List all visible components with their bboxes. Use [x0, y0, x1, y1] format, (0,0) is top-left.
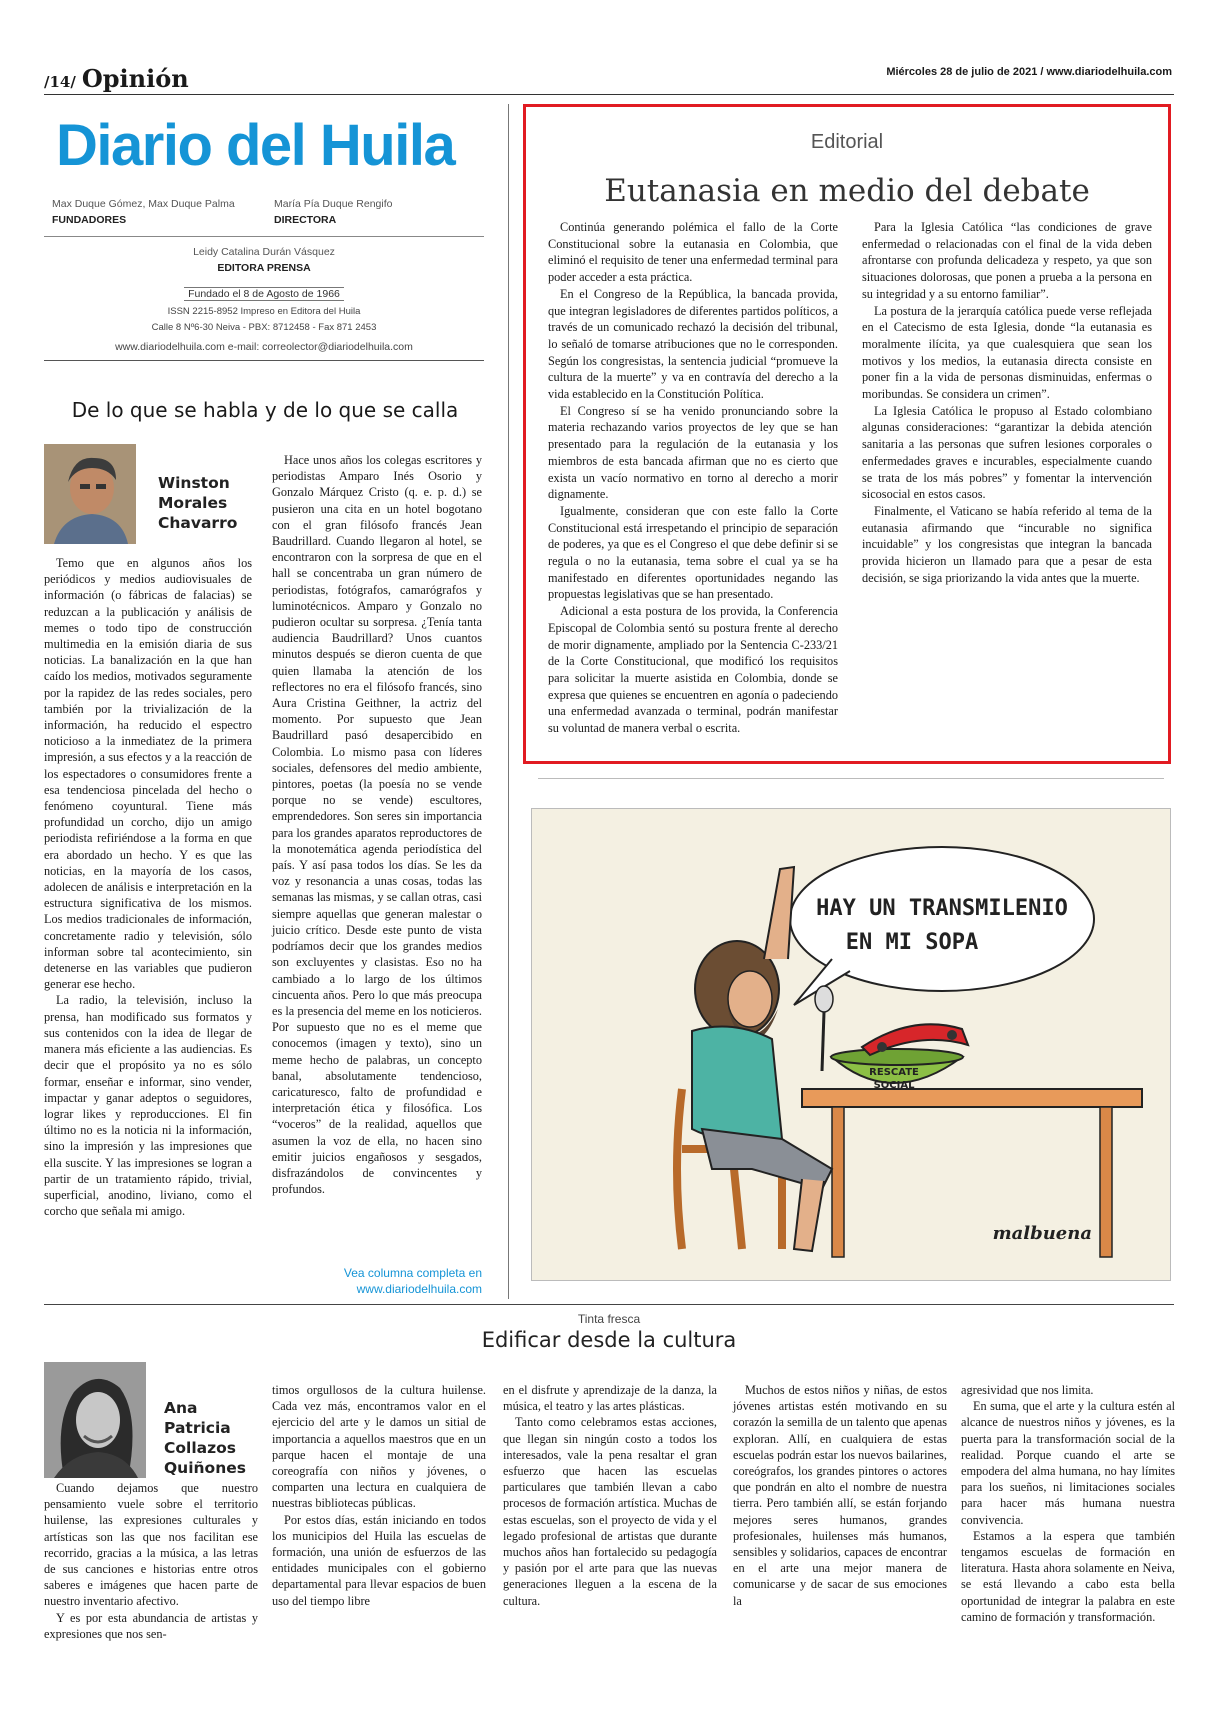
editorial-box — [523, 104, 1171, 764]
editorial-cartoon — [531, 808, 1171, 1281]
author-name — [158, 473, 237, 533]
masthead-rule-2 — [44, 360, 484, 361]
editor-credit — [44, 246, 484, 274]
man-leg — [794, 1179, 824, 1251]
table-top — [802, 1089, 1142, 1107]
author-last-name-1: Morales — [158, 494, 228, 512]
author-name-part: Ana — [164, 1399, 198, 1417]
paragraph: La radio, la televisión, incluso la prensa, han modificado sus formatos y sus contenidos con la idea de llegar de manera más eficiente a las audiencias. Es decir que el propósito ya no es sólo formar, enseñar e informar, sino vender, impactar y ganar adeptos o seguidores, lograr likes y reproducciones. El fin último no es la noticia ni la información, sino la impresión y las impresiones que ella suscite. Y las impresiones se logran a partir de un tratamiento rápido, trivial, superficial, anodino, liviano, como el corcho que señala mi amigo. — [44, 993, 252, 1219]
bottom-column-3 — [503, 1382, 717, 1609]
speech-line-1: HAY UN TRANSMILENIO — [816, 896, 1068, 921]
editorial-text-right — [862, 219, 1152, 586]
founders-names: Max Duque Gómez, Max Duque Palma — [52, 198, 235, 210]
paragraph: La Iglesia Católica le propuso al Estado colombiano algunas consideraciones: “garantizar la debida atención sanitaria a las personas que sufren lesiones corporales o enfermedades graves e incurables, especialmente cuando se trata de los más pobres” y fomentar la intervención sicosocial en estos casos. — [862, 403, 1152, 502]
paragraph: Tanto como celebramos estas acciones, que llegan sin ningún costo a todos los interesados, vale la pena resaltar el gran esfuerzo que hacen las escuelas particulares que también llevan a cabo procesos de formación artística. Muchas de estas escuelas, son el proyecto de vida y el legado profesional de artistas que durante muchos años han fortalecido su pedagogía y pasión por el arte para que las nuevas generaciones lleguen a la escena de la cultura. — [503, 1415, 717, 1608]
masthead-logo: Diario del Huila — [56, 113, 455, 178]
paragraph: timos orgullosos de la cultura huilense. Cada vez más, encontramos valor en el ejercicio del arte y le damos un sitial de importancia a aquellos maestros que en un parque hacen el montaje de una coreografía con niños y jóvenes, o comparten una lectura en cualquiera de nuestras bibliotecas públicas. — [272, 1383, 486, 1511]
bottom-section-rule — [44, 1304, 1174, 1305]
paragraph: Hace unos años los colegas escritores y periodistas Amparo Inés Osorio y Gonzalo Márquez Cristo (q. e. p. d.) se pusieron una cita en un hotel bogotano con el gran filósofo francés Jean Baudrillard. Cuando llegaron al hotel, se encontraron con la sorpresa de que en el hall se concentraba un gran número de periodistas, fotógrafos, camarógrafos y luminotécnicos. Amparo y Gonzalo no pudieron ocultar su sorpresa. ¿Tenía tanta audiencia Baudrillard? Unos cuantos minutos después se dieron cuenta de que quien llamaba la atención de los reflectores no era el filósofo francés, sino Aura Cristina Geithner, la actriz del momento. Por supuesto que Jean Baudrillard pasó desapercibido en Colombia. Lo mismo pasa con líderes sociales, defensores del medio ambiente, pintores, poetas (la poesía no se vende porque no se vende) escultores, emprendedores. Son seres sin importancia para los grandes aparatos reproductores de la monotemática agenda periodística del país. Y así pasa todos los días. Se les da voz y resonancia a unas cosas, todas las semanas las mismas, y se callan otras, casi siempre aquellas que generan malestar o juicio crítico. Desde este punto de vista podríamos decir que los grandes medios son excluyentes y clasistas. Eso no ha cambiado a lo largo de los últimos cincuenta años. Pero lo que más preocupa es la presencia del meme en los noticieros. Por supuesto que no es el meme que conocemos (imagen y texto), sino un meme hecho de palabras, un concepto banal, absolutamente tendencioso, caricaturesco, falto de profundidad e interpretación ética y filosófica. Los “voceros” de la realidad, aquellos que asumen la voz de ella, no hacen sino emitir juicios engañosos y sesgados, disfrazándolos de convincentes y profundos. — [272, 453, 482, 1197]
editorial-bottom-rule — [538, 778, 1164, 779]
bottom-author-name — [164, 1398, 246, 1478]
column-text-left — [44, 555, 252, 1219]
man-shirt — [692, 1027, 782, 1143]
web-email-line: www.diariodelhuila.com e-mail: correolector@diariodelhuila.com — [115, 341, 413, 353]
bowl-label-2: SOCIAL — [873, 1080, 915, 1091]
bottom-kicker: Tinta fresca — [577, 1312, 641, 1326]
editorial-text-left — [548, 219, 838, 737]
man-face — [728, 971, 772, 1027]
author-name-part: Collazos — [164, 1439, 237, 1457]
cartoon-signature: malbuena — [992, 1223, 1092, 1244]
director-name: María Pía Duque Rengifo — [274, 198, 393, 210]
masthead-rule-1 — [44, 236, 484, 237]
paragraph: Continúa generando polémica el fallo de la Corte Constitucional sobre la eutanasia en Colombia, que eliminó el requisito de tener una enfermedad terminal para poder acceder a esta práctica. — [548, 220, 838, 285]
bottom-title: Edificar desde la cultura — [481, 1328, 737, 1352]
bottom-column-1 — [44, 1480, 258, 1642]
founded-line — [44, 288, 484, 300]
paragraph: En el Congreso de la República, la bancada provida, que integran legisladores de diferentes partidos políticos, a través de un comunicado rechazó la decisión del tribunal, lo señaló de tomarse atribuciones que no le corresponden. Según los congresistas, la sentencia judicial “promueve la cultura de la muerte” y va en contravía del derecho a la vida establecido en la Constitución Política. — [548, 286, 838, 402]
page-number: /14/ — [44, 73, 76, 91]
link-line-2: www.diariodelhuila.com — [356, 1282, 482, 1296]
editorial-title: Eutanasia en medio del debate — [604, 173, 1090, 209]
paragraph: En suma, que el arte y la cultura estén al alcance de nuestros niños y jóvenes, es la puerta para la transformación social de la realidad. Porque cuando el arte se empodera del alma humana, no hay límites para los sueños, ni limitaciones sociales para hacer más humana nuestra convivencia. — [961, 1399, 1175, 1527]
link-line-1: Vea columna completa en — [343, 1266, 482, 1280]
editorial-label: Editorial — [810, 131, 884, 153]
paragraph: Cuando dejamos que nuestro pensamiento vuele sobre el territorio huilense, las expresiones culturales y artísticas son las que nos facilitan ese recorrido, gracias a la música, a las letras de sus canciones e historias entre otros saberes e imágenes que hacen parte de nuestro inventario afectivo. — [44, 1481, 258, 1609]
paragraph: Finalmente, el Vaticano se había referido al tema de la eutanasia afirmando que “incurable no significa incuidable” y los congresistas que integran la bancada provida hicieron un llamado para que a pesar de esta decisión, se siga priorizando la vida antes que la muerte. — [862, 503, 1152, 585]
bus-wheel — [947, 1030, 957, 1040]
header-rule — [44, 94, 1174, 95]
paragraph: Para la Iglesia Católica “las condiciones de grave enfermedad o relacionadas con el final de la vida deben afrontarse con profunda delicadeza y respeto, ya que son situaciones dolorosas, que ponen a prueba a la persona en su integridad y a su entorno familiar”. — [862, 220, 1152, 301]
paragraph: Temo que en algunos años los periódicos y medios audiovisuales de información (o fábricas de falacias) se reduzcan a la publicación y análisis de memes o todo tipo de construcción multimedia en la emisión diaria de sus noticias. La banalización en la que han caído los medios, motivados seguramente por la rapidez de las redes sociales, pero también por la trivialización de la información, ha reducido el espectro noticioso a la inmediatez de la primera impresión, a sus efectos y a la reacción de los espectadores o consumidores frente a esa tendenciosa pincelada del hecho o fenómeno coyuntural. Tiene más profundidad un corcho, dijo un amigo periodista refiriéndose a la forma en que era abordado un hecho. Y es que las noticias, en la mayoría de los casos, adolecen de análisis e interpretación en la estructura significativa de los mismos. Los medios tradicionales de información, concretamente radio y televisión, sólo informan sobre tal acontecimiento, sin detenerse en las variables que pudieron generar ese hecho. — [44, 556, 252, 992]
bottom-column-4 — [733, 1382, 947, 1609]
paragraph: El Congreso sí se ha venido pronunciando sobre la materia rechazando varios proyectos de ley que se han presentado para la regulación de la eutanasia y los miembros de esta bancada afirman que no es cierto que exista un vacío normativo en torno al derecho a morir dignamente. — [548, 403, 838, 502]
paragraph: Y es por esta abundancia de artistas y expresiones que nos sen- — [44, 1610, 258, 1641]
author-name-part: Patricia — [164, 1419, 231, 1437]
page-header-left — [44, 64, 189, 93]
author-last-name-2: Chavarro — [158, 514, 238, 532]
bottom-author-photo — [44, 1362, 146, 1478]
column-divider — [508, 104, 509, 1299]
table-leg — [1100, 1107, 1112, 1257]
bowl-label-1: RESCATE — [869, 1067, 919, 1078]
man-raised-arm — [764, 867, 794, 959]
paragraph: Por estos días, están iniciando en todos los municipios del Huila las escuelas de formación, una unión de esfuerzos de las entidades municipales con el gobierno departamental para llevar espacios de buen uso del tiempo libre — [272, 1512, 486, 1608]
paragraph: Muchos de estos niños y niñas, de estos jóvenes artistas estén motivando en su corazón la semilla de un talento que apenas exploran. Allí, en cualquiera de estas escuelas podrán estar los nuevos bailarines, coreógrafos, los grandes pintores o actores que pondrán en alto el nombre de nuestra tierra. Pero también allí, se están forjando mejores seres humanos, grandes profesionales, huilenses más humanos, sensibles y solidarios, capaces de encontrar en el arte una mejor manera de comunicarse y de sacar de sus emociones la — [733, 1383, 947, 1608]
editor-label: EDITORA PRENSA — [217, 262, 311, 274]
column-link[interactable] — [272, 1265, 482, 1297]
author-first-name: Winston — [158, 474, 230, 492]
issn-line: ISSN 2215-8952 Impreso en Editora del Huila — [167, 306, 361, 317]
speech-line-2: EN MI SOPA — [845, 930, 979, 955]
paragraph: La postura de la jerarquía católica puede verse reflejada en el Catecismo de esta Iglesia, donde “la eutanasia es moralmente ilícita, ya que cualesquiera que sean los motivos y los medios, la eutanasia directa consiste en poner fin a la vida de personas disminuidas, enfermas o moribundas. Se considera un crimen”. — [862, 303, 1152, 402]
date-and-site: Miércoles 28 de julio de 2021 / www.diariodelhuila.com — [886, 66, 1172, 78]
bottom-column-2 — [272, 1382, 486, 1609]
editor-name: Leidy Catalina Durán Vásquez — [193, 246, 335, 258]
column-title: De lo que se habla y de lo que se calla — [71, 398, 459, 422]
paragraph: agresividad que nos limita. — [961, 1383, 1094, 1397]
paragraph: Adicional a esta postura de los provida, la Conferencia Episcopal de Colombia sentó su postura frente al derecho de morir dignamente, ampliado por la Sentencia C-233/21 de la Corte Constitucional, que modificó los requisitos para solicitar la muerte asistida en Colombia, donde se expresa que quienes se encuentren en agonía o padeciendo una enfermedad avanzada o terminal, podrán manifestar su voluntad de manera verbal o escrita. — [548, 604, 838, 736]
bowl-rim — [831, 1049, 963, 1065]
paragraph: Estamos a la espera que también tengamos escuelas de formación en literatura. Hasta ahora solamente en Neiva, se está llevando a cabo esta bella oportunidad de integrar la palabra en este camino de formación y transformación. — [961, 1528, 1175, 1624]
address-line: Calle 8 Nº6-30 Neiva - PBX: 8712458 - Fax 871 2453 — [151, 322, 377, 333]
bus-wheel — [877, 1042, 887, 1052]
director-label: DIRECTORA — [274, 214, 337, 226]
table-leg — [832, 1107, 844, 1257]
founded-text: Fundado el 8 de Agosto de 1966 — [184, 287, 344, 301]
spoon — [815, 986, 833, 1012]
founders-credit — [52, 198, 235, 226]
cartoon-drawing — [532, 809, 1171, 1281]
author-photo — [44, 444, 136, 544]
author-name-part: Quiñones — [164, 1459, 246, 1477]
section-title: Opinión — [81, 64, 189, 93]
bottom-column-5 — [961, 1382, 1175, 1625]
paragraph: en el disfrute y aprendizaje de la danza, la música, el teatro y las artes plásticas. — [503, 1383, 717, 1414]
founders-label: FUNDADORES — [52, 214, 127, 226]
column-text-right — [272, 452, 482, 1197]
director-credit — [274, 198, 392, 226]
paragraph: Igualmente, consideran que con este fallo la Corte Constitucional está irrespetando el principio de separación de poderes, ya que es el Congreso el que debe definir si se regula o no la eutanasia, tema sobre el cual ya se ha manifestado en diferentes oportunidades negando las propuestas legislativas que se han presentado. — [548, 503, 838, 602]
